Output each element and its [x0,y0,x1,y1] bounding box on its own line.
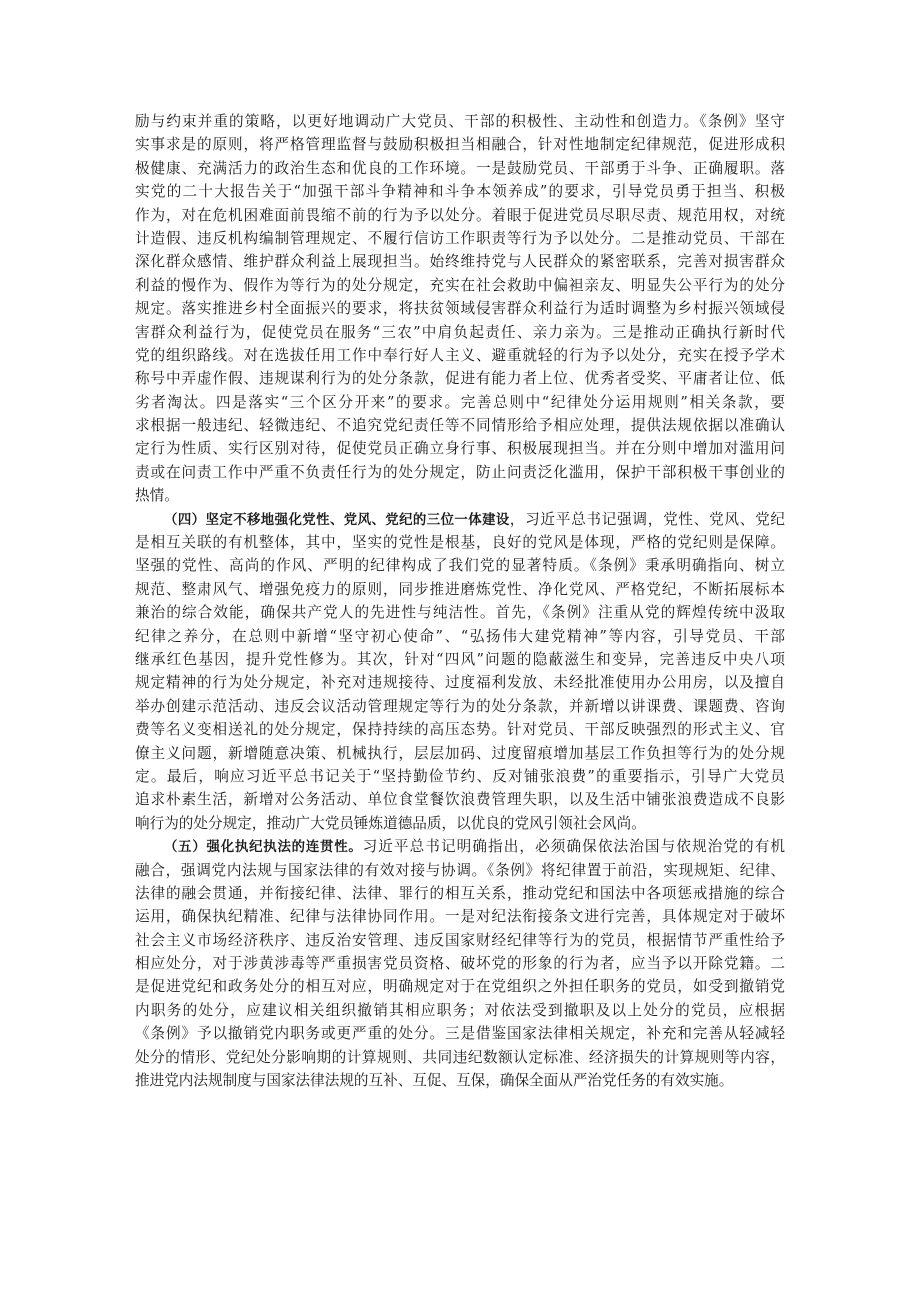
text-line: 社会主义市场经济秩序、违反治安管理、违反国家财经纪律等行为的党员，根据情节严重性给予 [135,931,785,949]
text-line: 极健康、充满活力的政治生态和优良的工作环境。一是鼓励党员、干部勇于斗争、正确履职。落 [135,159,785,177]
text-line: 相应处分，对于涉黄涉毒等严重损害党员资格、破坏党的形象的行为者，应当予以开除党籍。二 [135,955,785,973]
section-5-heading: （五）强化执纪执法的连贯性。 [164,840,363,856]
text-line: 坚强的党性、高尚的作风、严明的纪律构成了我们党的显著特质。《条例》秉承明确指向、树立 [135,557,785,575]
text-line: 追求朴素生活，新增对公务活动、单位食堂餐饮浪费管理失职，以及生活中铺张浪费造成不良影 [135,791,785,809]
text-line: 规定。落实推进乡村全面振兴的要求，将扶贫领域侵害群众利益行为适时调整为乡村振兴领域侵 [135,300,785,318]
text-line: 兼治的综合效能，确保共产党人的先进性与纯洁性。首先，《条例》注重从党的辉煌传统中汲取 [135,604,785,622]
text-line: 热情。 [135,487,179,505]
text-line: 规范、整肃风气、增强免疫力的原则，同步推进磨炼党性、净化党风、严格党纪，不断拓展标本 [135,580,785,598]
text-line: 处分的情形、党纪处分影响期的计算规则、共同违纪数额认定标准、经济损失的计算规则等内容， [135,1048,785,1066]
section-4-heading: （四）坚定不移地强化党性、党风、党纪的三位一体建设 [164,512,510,528]
text-line: 害群众利益行为，促使党员在服务“三农”中肩负起责任、亲力亲为。三是推动正确执行新时代 [135,323,785,341]
text-line: 计造假、违反机构编制管理规定、不履行信访工作职责等行为予以处分。二是推动党员、干部在 [135,229,785,247]
paragraph-1 [135,110,785,508]
text-line: 内职务的处分，应建议相关组织撤销其相应职务；对依法受到撤职及以上处分的党员，应根据 [135,1001,785,1019]
text-line: 作为，对在危机困难面前畏缩不前的行为予以处分。着眼于促进党员尽职尽责、规范用权，对统 [135,206,785,224]
text-line: 励与约束并重的策略，以更好地调动广大党员、干部的积极性、主动性和创造力。《条例》坚守 [135,113,785,130]
text-line: 劣者淘汰。四是落实“三个区分开来”的要求。完善总则中“纪律处分运用规则”相关条款，要 [135,393,785,411]
text-line: 定。最后，响应习近平总书记关于“坚持勤俭节约、反对铺张浪费”的重要指示，引导广大党员 [135,767,785,785]
text-line: 《条例》予以撤销党内职务或更严重的处分。三是借鉴国家法律相关规定，补充和完善从轻减轻 [135,1025,785,1043]
text-line: 定行为性质、实行区别对待，促使党员正确立身行事、积极展现担当。并在分则中增加对滥用问 [135,440,785,458]
text-line: 党的组织路线。对在选拔任用工作中奉行好人主义、避重就轻的行为予以处分，充实在授予学术 [135,346,785,364]
text-line: 利益的慢作为、假作为等行为的处分规定，充实在社会救助中偏袒亲友、明显失公平行为的处分 [135,276,785,294]
text-line: 融合，强调党内法规与国家法律的有效对接与协调。《条例》将纪律置于前沿，实现规矩、纪律、 [135,861,785,879]
text-line: 称号中弄虚作假、违规谋利行为的处分条款，促进有能力者上位、优秀者受奖、平庸者让位、低 [135,370,785,388]
text-line: 推进党内法规制度与国家法律法规的互补、互促、互保，确保全面从严治党任务的有效实施。 [135,1072,734,1090]
text-line: 实事求是的原则，将严格管理监督与鼓励积极担当相融合，针对性地制定纪律规范，促进形成积 [135,136,785,154]
text-line: 求根据一般违纪、轻微违纪、不追究党纪责任等不同情形给予相应处理，提供法规依据以准确认 [135,417,785,435]
text-line: 运用，确保执纪精准、纪律与法律协同作用。一是对纪法衔接条文进行完善，具体规定对于破坏 [135,908,785,926]
text-line: 僚主义问题，新增随意决策、机械执行，层层加码、过度留痕增加基层工作负担等行为的处分规 [135,744,785,762]
text-line: 是相互关联的有机整体，其中，坚实的党性是根基，良好的党风是体现，严格的党纪则是保障。 [135,534,785,552]
section-4-first-line [135,508,785,531]
section-4 [135,508,785,835]
text-line: 规定精神的行为处分规定，补充对违规接待、过度福利发放、未经批准使用办公用房，以及擅自 [135,674,785,692]
text-line: 继承红色基因，提升党性修为。其次，针对“四风”问题的隐蔽滋生和变异，完善违反中央八项 [135,650,785,668]
document-page [135,110,785,1092]
text-line: 举办创建示范活动、违反会议活动管理规定等行为的处分条款，并新增以讲课费、课题费、咨询 [135,697,785,715]
text-line: 是促进党纪和政务处分的相互对应，明确规定对于在党组织之外担任职务的党员，如受到撤销党 [135,978,785,996]
section-5-first-line [135,835,785,858]
text-line: 纪律之养分，在总则中新增“坚守初心使命”、“弘扬伟大建党精神”等内容，引导党员、干部 [135,627,785,645]
text-line: 深化群众感情、维护群众利益上展现担当。始终维持党与人民群众的紧密联系，完善对损害群众 [135,253,785,271]
text-line: 实党的二十大报告关于“加强干部斗争精神和斗争本领养成”的要求，引导党员勇于担当、积极 [135,183,785,201]
text-line: 法律的融会贯通，并衔接纪律、法律、罪行的相互关系，推动党纪和国法中各项惩戒措施的综合 [135,884,785,902]
text-line: 责或在问责工作中严重不负责任行为的处分规定，防止问责泛化滥用，保护干部积极干事创业的 [135,463,785,481]
text-line: ，习近平总书记强调，党性、党风、党纪 [509,510,785,528]
text-line: 习近平总书记明确指出，必须确保依法治国与依规治党的有机 [362,838,785,856]
text-line: 响行为的处分规定，推动广大党员锤炼道德品质，以优良的党风引领社会风尚。 [135,814,646,832]
text-line: 费等名义变相送礼的处分规定，保持持续的高压态势。针对党员、干部反映强烈的形式主义、官 [135,721,785,739]
section-5 [135,835,785,1092]
